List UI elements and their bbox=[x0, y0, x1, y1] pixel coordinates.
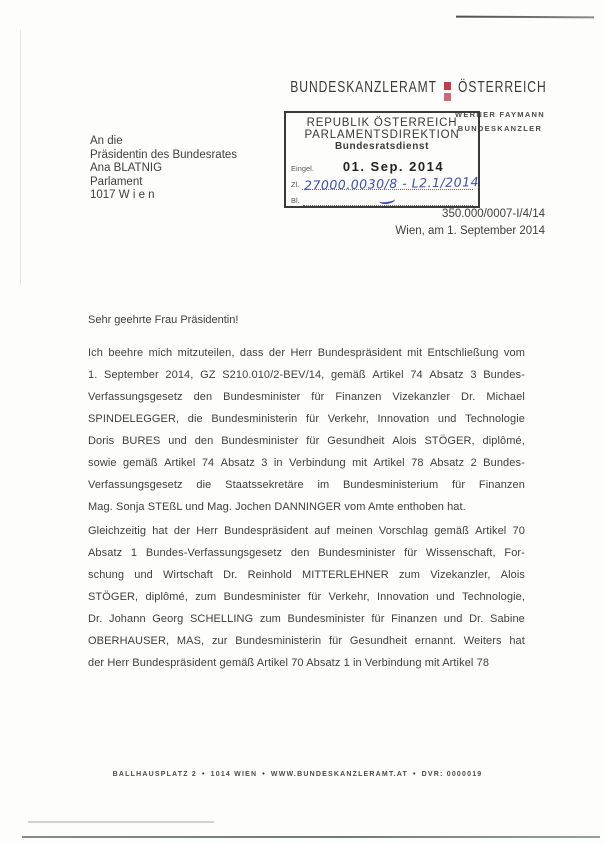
reference-block bbox=[395, 206, 545, 240]
recipient-line: 1017 W i e n bbox=[90, 189, 155, 201]
brand-left-text: BUNDESKANZLERAMT bbox=[290, 79, 438, 96]
recipient-line: Parlament bbox=[90, 175, 143, 188]
recipient-address-block bbox=[90, 135, 237, 203]
receipt-stamp-box bbox=[284, 111, 480, 208]
body-line: Dr. Johann Georg SCHELLING zum Bundesminister für Finanzen und Dr. Sabine bbox=[88, 613, 525, 625]
scan-artifact-left-line bbox=[20, 30, 21, 285]
file-number-handwritten: 27000.0030/8 - L2.1/2014 bbox=[304, 174, 480, 193]
sheet-label: Bl. bbox=[291, 196, 300, 205]
scan-artifact-bottom-faint-line bbox=[28, 821, 214, 823]
sender-name: WERNER FAYMANN bbox=[454, 110, 545, 119]
body-line: OBERHAUSER, MAS, zur Bundesministerin für Gesundheit ernannt. Weiters hat bbox=[88, 635, 525, 647]
reference-number: 350.000/0007-I/4/14 bbox=[442, 208, 545, 220]
recipient-line: Ana BLATNIG bbox=[90, 162, 163, 174]
received-date-stamp: 01. Sep. 2014 bbox=[342, 159, 445, 174]
body-line: sowie gemäß Artikel 74 Absatz 3 in Verbindung mit Artikel 78 Absatz 2 Bundes- bbox=[88, 457, 525, 469]
body-line: Verfassungsgesetz den Bundesminister für Finanzen Vizekanzler Dr. Michael bbox=[88, 391, 525, 403]
body-paragraph-1 bbox=[88, 342, 525, 518]
body-paragraph-2 bbox=[88, 520, 525, 674]
stamp-sheet-row bbox=[291, 195, 473, 206]
scan-artifact-bottom-edge bbox=[22, 836, 600, 838]
body-line: der Herr Bundespräsident gemäß Artikel 70 Absatz 1 in Verbindung mit Artikel 78 bbox=[88, 657, 490, 669]
brand-right-text: ÖSTERREICH bbox=[458, 79, 547, 96]
salutation: Sehr geehrte Frau Präsidentin! bbox=[88, 314, 239, 326]
sender-title: BUNDESKANZLER bbox=[457, 124, 543, 133]
received-label: Eingel. bbox=[291, 164, 314, 173]
file-label: Zl. bbox=[291, 180, 300, 189]
footer-city: 1014 WIEN bbox=[210, 771, 258, 778]
logo-square-bottom bbox=[444, 93, 451, 101]
footer-separator: • bbox=[262, 771, 266, 778]
body-line: 1. September 2014, GZ S210.010/2-BEV/14, gemäß Artikel 74 Absatz 3 Bundes- bbox=[88, 369, 525, 381]
body-line: Verfassungsgesetz die Staatssekretäre im Bundesministerium für Finanzen bbox=[88, 479, 525, 491]
body-line: SPINDELEGGER, die Bundesministerin für Verkehr, Innovation und Technologie bbox=[88, 413, 525, 425]
footer bbox=[0, 771, 595, 778]
stamp-file-row bbox=[291, 174, 480, 193]
footer-address: BALLHAUSPLATZ 2 bbox=[112, 771, 197, 778]
stamp-org-line2: PARLAMENTSDIREKTION bbox=[304, 129, 460, 141]
sheet-dotted-line bbox=[303, 195, 473, 206]
body-line: Doris BURES und den Bundesminister für Gesundheit Alois STÖGER, diplômé, bbox=[88, 435, 525, 447]
scan-artifact-top-line bbox=[456, 16, 594, 19]
body-line: schung und Wirtschaft Dr. Reinhold MITTERLEHNER zum Vizekanzler, Alois bbox=[88, 569, 525, 581]
stamp-org-line1: REPUBLIK ÖSTERREICH bbox=[306, 117, 458, 129]
recipient-line: Präsidentin des Bundesrates bbox=[90, 148, 238, 161]
logo-square-top bbox=[444, 82, 451, 90]
recipient-line: An die bbox=[90, 135, 123, 147]
footer-separator: • bbox=[201, 771, 206, 778]
footer-dvr: DVR: 0000019 bbox=[421, 771, 483, 778]
reference-place-date: Wien, am 1. September 2014 bbox=[395, 225, 545, 237]
sheet-ink-mark bbox=[379, 195, 396, 205]
body-line: Ich beehre mich mitzuteilen, dass der Herr Bundespräsident mit Entschließung vom bbox=[88, 347, 525, 359]
body-line: STÖGER, diplômé, zum Bundesminister für Verkehr, Innovation und Technologie, bbox=[88, 591, 525, 603]
stamp-org-line3: Bundesratsdienst bbox=[334, 141, 430, 152]
bundeskanzleramt-logo-icon bbox=[444, 82, 451, 101]
letterhead-brand bbox=[291, 76, 547, 100]
footer-separator: • bbox=[413, 771, 417, 778]
body-line: Absatz 1 Bundes-Verfassungsgesetz den Bundesminister für Wissenschaft, For- bbox=[88, 547, 525, 559]
footer-website: WWW.BUNDESKANZLERAMT.AT bbox=[270, 771, 409, 778]
stamp-received-row bbox=[291, 157, 473, 174]
body-line: Gleichzeitig hat der Herr Bundespräsident auf meinen Vorschlag gemäß Artikel 70 bbox=[88, 525, 525, 537]
body-line: Mag. Sonja STEßL und Mag. Jochen DANNINGER vom Amte enthoben hat. bbox=[88, 501, 466, 513]
file-number-dotted-line bbox=[302, 174, 480, 193]
